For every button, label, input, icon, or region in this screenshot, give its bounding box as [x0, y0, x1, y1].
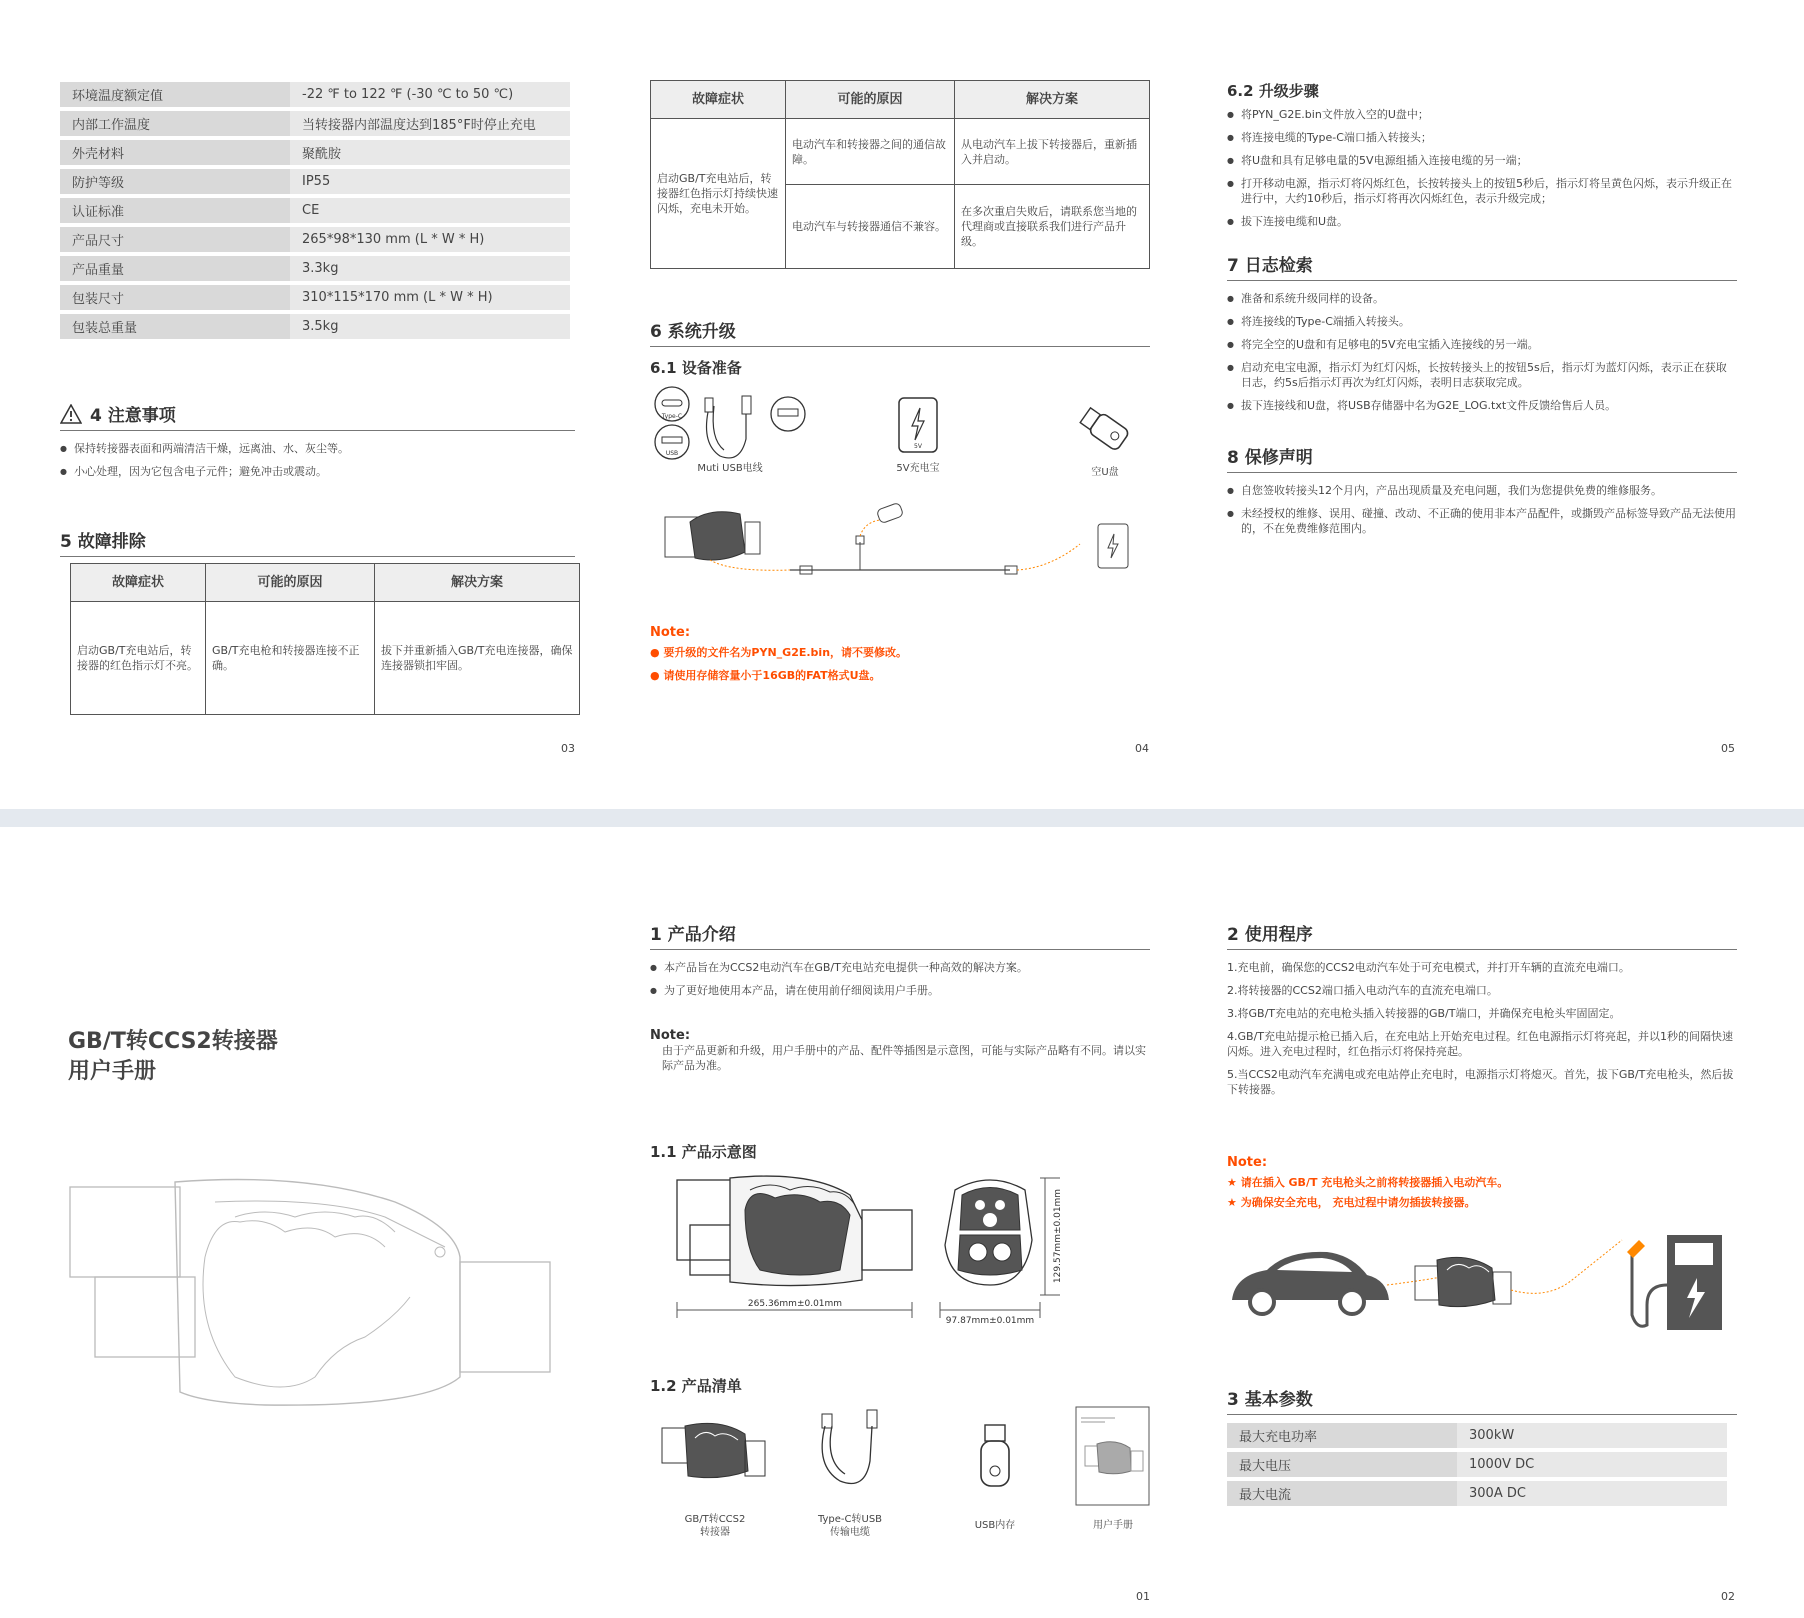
- power-bank-5v-label: 5V: [914, 443, 922, 450]
- usage-step: 4.GB/T充电站提示枪已插入后，在充电站上开始充电过程。红色电源指示灯将亮起，并以1秒的间隔快速闪烁。进入充电过程时，红色指示灯将保持亮起。: [1227, 1030, 1733, 1058]
- page-05: [1227, 80, 1737, 544]
- user-manual-icon: [1075, 1406, 1150, 1506]
- cover-title-line-1: GB/T转CCS2转接器: [68, 1029, 278, 1054]
- cell-cause-1: 电动汽车和转接器之间的通信故障。: [786, 119, 955, 185]
- spec-row: [60, 227, 570, 252]
- usage-notes: [1227, 1155, 1737, 1210]
- prep-title: 6.1 设备准备: [650, 359, 742, 377]
- log-title: 7 日志检索: [1227, 251, 1737, 281]
- cover-title-line-2: 用户手册: [68, 1059, 157, 1084]
- caution-heading: [60, 401, 575, 431]
- usage-step: 3.将GB/T充电站的充电枪头插入转接器的GB/T端口，并确保充电枪头牢固固定。: [1227, 1007, 1621, 1020]
- warranty-item: ● 未经授权的维修、误用、碰撞、改动、不正确的使用非本产品配件，或撕毁产品标签导致产品无法使用的，不在免费维修范围内。: [1227, 506, 1737, 536]
- warranty-list: [1227, 483, 1737, 536]
- log-item: ● 启动充电宝电源，指示灯为红灯闪烁，长按转接头上的按钮5s后，指示灯为蓝灯闪烁，表示正在获取日志，约5s后指示灯再次为红灯闪烁，表明日志获取完成。: [1227, 360, 1737, 390]
- note-title: Note:: [650, 1028, 691, 1043]
- page-02: [1227, 920, 1737, 1510]
- warranty-title: 8 保修声明: [1227, 443, 1737, 473]
- spec-label: 包装尺寸: [60, 285, 290, 310]
- param-value: 1000V DC: [1457, 1452, 1727, 1477]
- list-item-cable: Type-C转USB 传输电缆: [817, 1514, 883, 1538]
- spec-value: -22 ℉ to 122 ℉ (-30 ℃ to 50 ℃): [290, 82, 570, 107]
- prep-equipment: [650, 384, 1150, 494]
- log-item: ● 将连接线的Type-C端插入转接头。: [1227, 314, 1737, 329]
- spec-row: [60, 285, 570, 310]
- spec-value: 3.3kg: [290, 256, 570, 281]
- caution-item: ● 保持转接器表面和两端清洁干燥，远离油、水、灰尘等。: [60, 441, 580, 456]
- upgrade-notes: [650, 625, 1150, 683]
- spec-label: 内部工作温度: [60, 111, 290, 136]
- param-label: 最大电流: [1227, 1481, 1457, 1506]
- sheet-pages-cover-01-02: [0, 827, 1804, 1618]
- cell-solution: 拔下并重新插入GB/T充电连接器，确保连接器锁扣牢固。: [375, 602, 580, 715]
- list-item-manual: 用户手册: [1093, 1520, 1133, 1531]
- spec-row: [1227, 1452, 1727, 1477]
- spec-value: 当转接器内部温度达到185°F时停止充电: [290, 111, 570, 136]
- upgrade-step: ● 打开移动电源，指示灯将闪烁红色，长按转接头上的按钮5秒后，指示灯将呈黄色闪烁，表示升级正在进行中，大约10秒后，指示灯将再次闪烁红色，表示升级完成；: [1227, 176, 1737, 206]
- page-04: [650, 80, 1150, 683]
- spec-label: 认证标准: [60, 198, 290, 223]
- warranty-item: ● 自您签收转接头12个月内，产品出现质量及充电问题，我们为您提供免费的维修服务。: [1227, 483, 1737, 498]
- adapter-icon: [660, 1416, 770, 1496]
- dim-height: 129.57mm±0.01mm: [1053, 1188, 1063, 1284]
- param-label: 最大电压: [1227, 1452, 1457, 1477]
- page-number: 05: [1721, 742, 1735, 755]
- note-line-2: ★ 为确保安全充电， 充电过程中请勿插拔转接器。: [1227, 1196, 1476, 1209]
- param-value: 300kW: [1457, 1423, 1727, 1448]
- cell-solution-2: 在多次重启失败后，请联系您当地的代理商或直接联系我们进行产品升级。: [955, 185, 1150, 269]
- note-title: Note:: [650, 625, 691, 640]
- usage-list: [1227, 960, 1737, 1097]
- usage-step: 2.将转接器的CCS2端口插入电动汽车的直流充电端口。: [1227, 984, 1498, 997]
- th-solution: 解决方案: [955, 81, 1150, 119]
- upgrade-step: ● 将PYN_G2E.bin文件放入空的U盘中；: [1227, 107, 1737, 122]
- upgrade-step: ● 将U盘和具有足够电量的5V电源组插入连接电缆的另一端；: [1227, 153, 1737, 168]
- th-solution: 解决方案: [375, 564, 580, 602]
- spec-label: 包装总重量: [60, 314, 290, 339]
- params-table: [1227, 1419, 1727, 1510]
- log-list: [1227, 291, 1737, 413]
- product-dimension-diagram: [650, 1170, 1150, 1340]
- note-line-1: ● 要升级的文件名为PYN_G2E.bin，请不要修改。: [650, 646, 908, 659]
- spec-label: 环境温度额定值: [60, 82, 290, 107]
- trouble-table-continued: [650, 80, 1150, 269]
- spec-value: IP55: [290, 169, 570, 194]
- spec-label: 外壳材料: [60, 140, 290, 165]
- cover-title: [68, 1027, 278, 1087]
- usb-label: USB: [665, 450, 679, 457]
- type-c-usb-cable-icon: [810, 1406, 890, 1496]
- spec-label: 产品尺寸: [60, 227, 290, 252]
- upgrade-connection-diagram: [650, 502, 1150, 597]
- usb-memory-icon: [975, 1421, 1015, 1491]
- intro-note: [650, 1028, 1150, 1073]
- warning-icon: [60, 404, 82, 424]
- spec-row: [1227, 1481, 1727, 1506]
- th-symptom: 故障症状: [651, 81, 786, 119]
- usb-drive-icon: [1075, 399, 1135, 459]
- page-number: 04: [1135, 742, 1149, 755]
- cell-symptom: 启动GB/T充电站后，转接器的红色指示灯不亮。: [71, 602, 206, 715]
- upgrade-steps-title: 6.2 升级步骤: [1227, 82, 1319, 100]
- intro-title: 1 产品介绍: [650, 920, 1150, 950]
- params-title: 3 基本参数: [1227, 1385, 1737, 1415]
- spec-row: [60, 140, 570, 165]
- sheet-divider: [0, 809, 1804, 827]
- caption-udisk: 空U盘: [1091, 467, 1119, 478]
- page-01: [650, 920, 1150, 1556]
- intro-item: ● 为了更好地使用本产品，请在使用前仔细阅读用户手册。: [650, 983, 1150, 998]
- usage-diagram: [1227, 1230, 1737, 1340]
- power-bank-icon: [897, 396, 939, 456]
- intro-item: ● 本产品旨在为CCS2电动汽车在GB/T充电站充电提供一种高效的解决方案。: [650, 960, 1150, 975]
- upgrade-step: ● 拔下连接电缆和U盘。: [1227, 214, 1737, 229]
- log-item: ● 将完全空的U盘和有足够电的5V充电宝插入连接线的另一端。: [1227, 337, 1737, 352]
- cell-cause-2: 电动汽车与转接器通信不兼容。: [786, 185, 955, 269]
- spec-value: 聚酰胺: [290, 140, 570, 165]
- spec-row: [60, 314, 570, 339]
- spec-label: 产品重量: [60, 256, 290, 281]
- upgrade-steps-list: [1227, 107, 1737, 229]
- typec-label: Type-C: [661, 413, 683, 420]
- list-item-usb-memory: USB内存: [974, 1520, 1016, 1531]
- caution-item: ● 小心处理，因为它包含电子元件；避免冲击或震动。: [60, 464, 580, 479]
- log-item: ● 准备和系统升级同样的设备。: [1227, 291, 1737, 306]
- param-label: 最大充电功率: [1227, 1423, 1457, 1448]
- troubleshooting-title: 5 故障排除: [60, 527, 575, 557]
- dim-length: 265.36mm±0.01mm: [747, 1299, 843, 1309]
- log-item: ● 拔下连接线和U盘，将USB存储器中名为G2E_LOG.txt文件反馈给售后人员。: [1227, 398, 1737, 413]
- note-line-2: ● 请使用存储容量小于16GB的FAT格式U盘。: [650, 669, 881, 682]
- list-item-adapter: GB/T转CCS2 转接器: [684, 1514, 746, 1538]
- th-symptom: 故障症状: [71, 564, 206, 602]
- caption-cable: Muti USB电线: [697, 463, 763, 474]
- page-number: 01: [1136, 1590, 1150, 1603]
- page-03: [60, 78, 580, 715]
- spec-value: CE: [290, 198, 570, 223]
- spec-value: 265*98*130 mm (L * W * H): [290, 227, 570, 252]
- cell-symptom: 启动GB/T充电站后，转接器红色指示灯持续快速闪烁，充电未开始。: [651, 119, 786, 269]
- usage-step: 1.充电前，确保您的CCS2电动汽车处于可充电模式，并打开车辆的直流充电端口。: [1227, 961, 1630, 974]
- note-text: 由于产品更新和升级，用户手册中的产品、配件等插图是示意图，可能与实际产品略有不同。请以实际产品为准。: [662, 1044, 1146, 1072]
- param-value: 300A DC: [1457, 1481, 1727, 1506]
- spec-row: [60, 111, 570, 136]
- diagram-title: 1.1 产品示意图: [650, 1143, 757, 1161]
- list-title: 1.2 产品清单: [650, 1377, 742, 1395]
- intro-list: [650, 960, 1150, 998]
- spec-value: 3.5kg: [290, 314, 570, 339]
- product-list: [650, 1406, 1150, 1556]
- th-cause: 可能的原因: [786, 81, 955, 119]
- th-cause: 可能的原因: [206, 564, 375, 602]
- caution-title: 4 注意事项: [90, 406, 176, 426]
- spec-value: 310*115*170 mm (L * W * H): [290, 285, 570, 310]
- upgrade-title: 6 系统升级: [650, 317, 1150, 347]
- adapter-line-drawing: [65, 1177, 565, 1427]
- note-title: Note:: [1227, 1155, 1268, 1170]
- spec-row: [60, 256, 570, 281]
- spec-table: [60, 78, 570, 343]
- cell-solution-1: 从电动汽车上拔下转接器后，重新插入并启动。: [955, 119, 1150, 185]
- usb-cable-icon: [650, 384, 810, 469]
- page-number: 03: [561, 742, 575, 755]
- upgrade-step: ● 将连接电缆的Type-C端口插入转接头；: [1227, 130, 1737, 145]
- usage-title: 2 使用程序: [1227, 920, 1737, 950]
- spec-row: [60, 198, 570, 223]
- cell-cause: GB/T充电枪和转接器连接不正确。: [206, 602, 375, 715]
- spec-row: [60, 82, 570, 107]
- caution-list: [60, 441, 580, 479]
- spec-row: [60, 169, 570, 194]
- usage-step: 5.当CCS2电动汽车充满电或充电站停止充电时，电源指示灯将熄灭。首先，拔下GB/T充电枪头，然后拔下转接器。: [1227, 1068, 1734, 1096]
- spec-row: [1227, 1423, 1727, 1448]
- dim-width: 97.87mm±0.01mm: [945, 1316, 1035, 1326]
- spec-label: 防护等级: [60, 169, 290, 194]
- page-number: 02: [1721, 1590, 1735, 1603]
- note-line-1: ★ 请在插入 GB/T 充电枪头之前将转接器插入电动汽车。: [1227, 1176, 1509, 1189]
- caption-power-bank: 5V充电宝: [896, 463, 940, 474]
- trouble-table: [70, 563, 580, 715]
